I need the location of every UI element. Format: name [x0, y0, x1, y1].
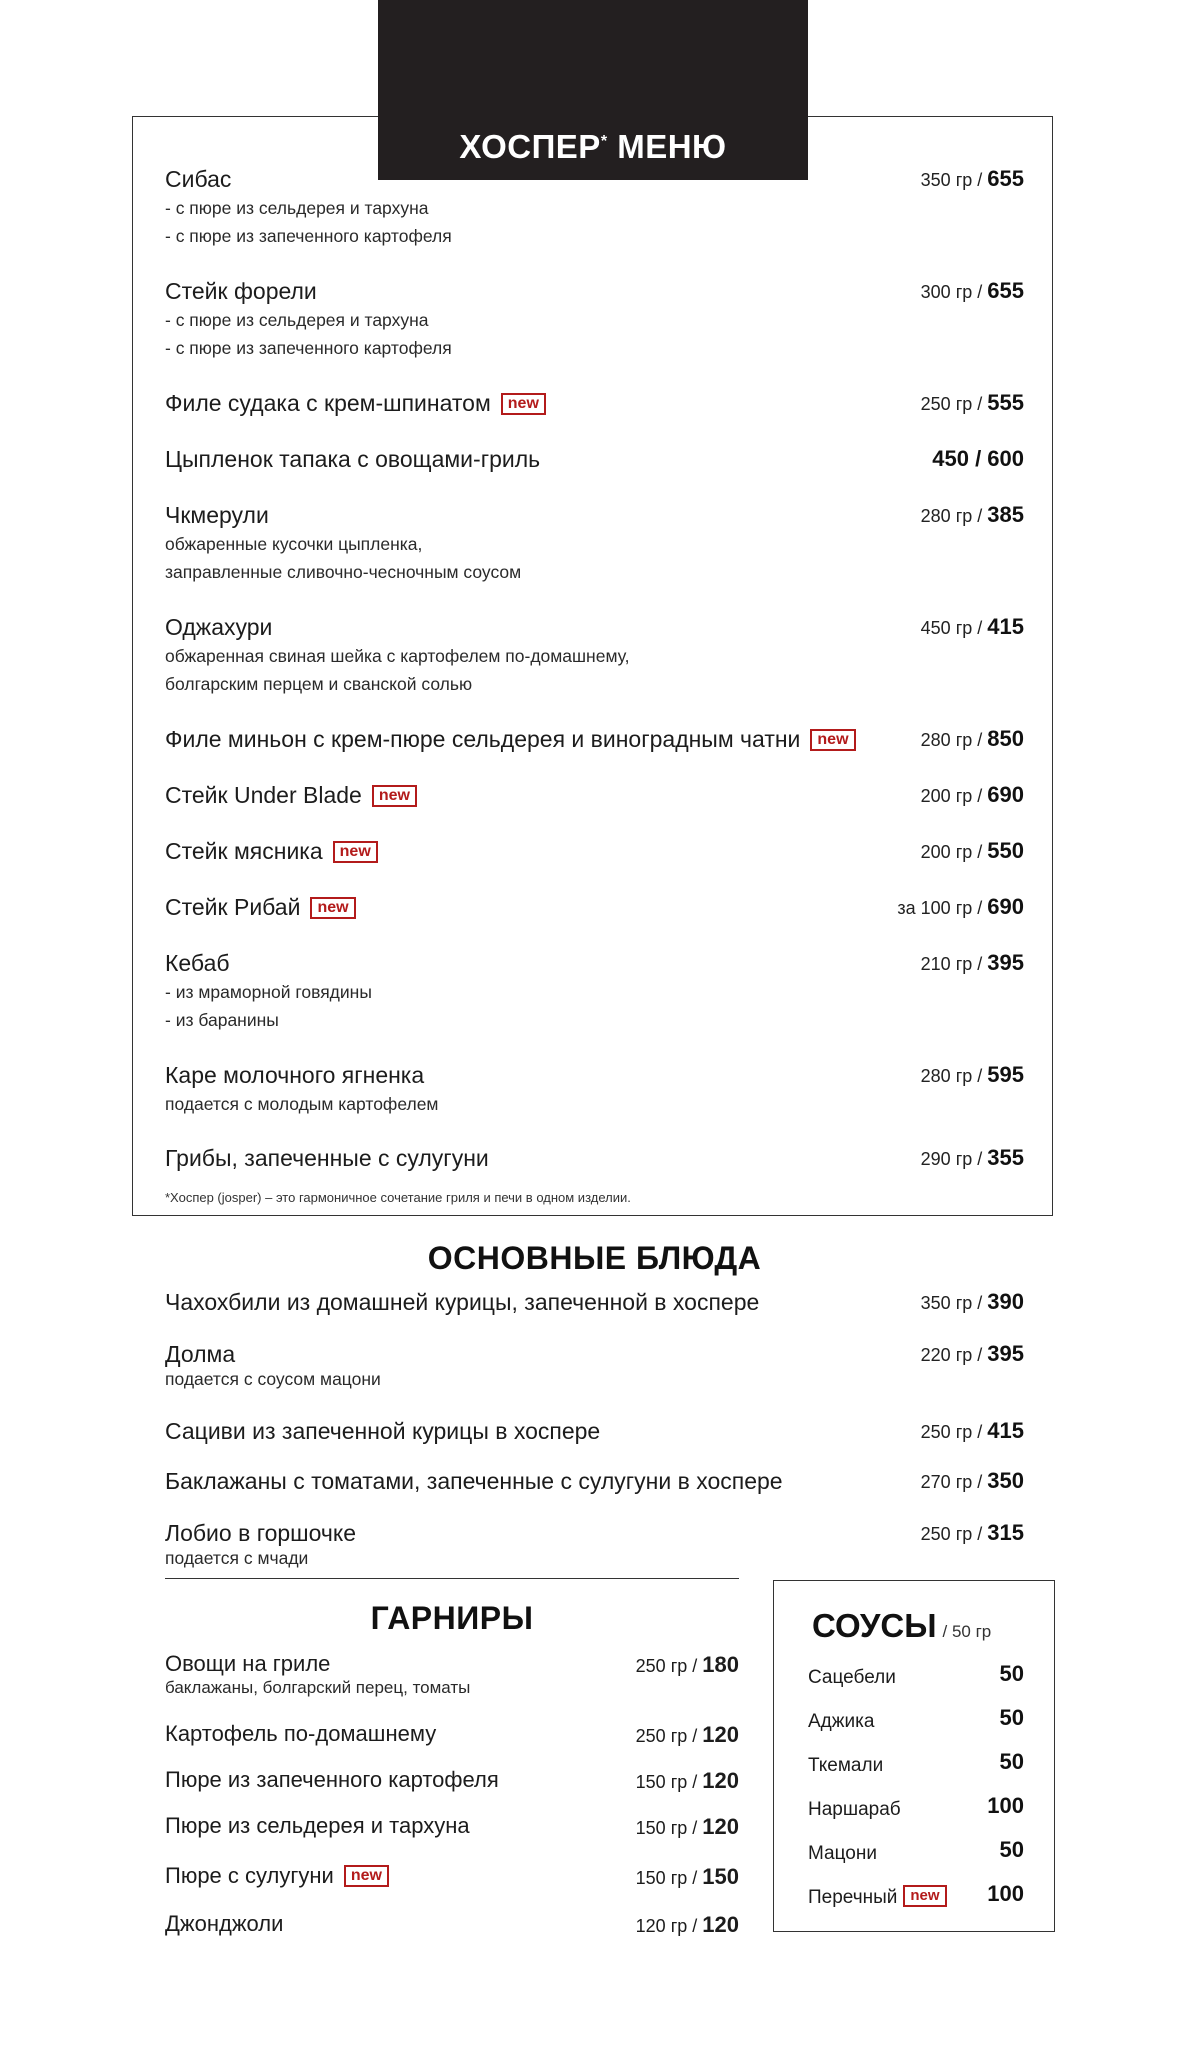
item-desc: - с пюре из запеченного картофеля — [165, 226, 452, 246]
garnish-item — [165, 1910, 739, 1938]
item-price: 250 гр / 315 — [920, 1520, 1024, 1545]
menu-item — [165, 276, 1024, 362]
new-badge: new — [810, 729, 855, 751]
new-badge: new — [333, 841, 378, 863]
item-price: за 100 гр / 690 — [897, 894, 1024, 919]
garnish-item — [165, 1766, 739, 1794]
item-name: Филе миньон с крем-пюре сельдерея и виноградным чатни new — [165, 724, 1024, 754]
item-price: 50 — [999, 1837, 1024, 1862]
menu-item — [165, 892, 1024, 922]
item-desc: обжаренная свиная шейка с картофелем по-домашнему, — [165, 646, 630, 666]
menu-item — [165, 1287, 1024, 1317]
item-desc: - с пюре из сельдерея и тархуна — [165, 198, 429, 218]
item-price: 280 гр / 850 — [920, 726, 1024, 751]
item-price: 350 гр / 390 — [920, 1289, 1024, 1314]
item-desc: баклажаны, болгарский перец, томаты — [165, 1678, 471, 1697]
item-name: Стейк Рибай new — [165, 892, 1024, 922]
item-name: Наршараб — [808, 1799, 901, 1820]
menu-item — [165, 1339, 1024, 1389]
item-price: 250 гр / 415 — [920, 1418, 1024, 1443]
item-name: Сацебели — [808, 1667, 896, 1688]
new-badge: new — [310, 897, 355, 919]
menu-item — [165, 836, 1024, 866]
item-price: 450 гр / 415 — [920, 614, 1024, 639]
menu-item — [165, 1518, 1024, 1568]
item-desc: подается с мчади — [165, 1548, 309, 1568]
menu-item — [165, 612, 1024, 698]
item-price: 350 гр / 655 — [920, 166, 1024, 191]
item-desc: болгарским перцем и сванской солью — [165, 674, 473, 694]
item-desc: подается с молодым картофелем — [165, 1094, 439, 1114]
item-price: 150 гр / 120 — [635, 1768, 739, 1793]
item-price: 220 гр / 395 — [920, 1341, 1024, 1366]
item-name: Овощи на гриле — [165, 1651, 331, 1676]
sauce-item — [808, 1793, 1024, 1823]
item-desc: заправленные сливочно-чесночным соусом — [165, 562, 522, 582]
item-name: Мацони — [808, 1843, 877, 1864]
garnish-item — [165, 1720, 739, 1748]
item-price: 50 — [999, 1749, 1024, 1774]
menu-item — [165, 1143, 1024, 1173]
sauce-item — [808, 1749, 1024, 1779]
new-badge: new — [903, 1885, 946, 1907]
item-name: Аджика — [808, 1711, 875, 1732]
item-price: 200 гр / 690 — [920, 782, 1024, 807]
garnish-title: ГАРНИРЫ — [370, 1600, 534, 1636]
garnish-item — [165, 1812, 739, 1840]
sauce-item — [808, 1837, 1024, 1867]
item-desc: - из мраморной говядины — [165, 982, 372, 1002]
item-price: 50 — [999, 1705, 1024, 1730]
item-price: 120 гр / 120 — [635, 1912, 739, 1937]
item-name: Чахохбили из домашней курицы, запеченной в хоспере — [165, 1289, 760, 1315]
item-price: 210 гр / 395 — [920, 950, 1024, 975]
menu-item — [165, 724, 1024, 754]
item-name: Оджахури — [165, 614, 273, 640]
menu-item — [165, 388, 1024, 418]
item-name: Каре молочного ягненка — [165, 1062, 425, 1088]
item-name: Пюре с сулугуни new — [165, 1862, 739, 1890]
item-name: Ткемали — [808, 1755, 884, 1776]
menu-item — [165, 1416, 1024, 1446]
item-price: 280 гр / 385 — [920, 502, 1024, 527]
menu-item — [165, 1466, 1024, 1496]
item-desc: - с пюре из запеченного картофеля — [165, 338, 452, 358]
josper-footnote: *Хоспер (josper) – это гармоничное сочетание гриля и печи в одном изделии. — [165, 1190, 631, 1205]
sauce-item — [808, 1881, 1024, 1911]
item-price: 250 гр / 555 — [920, 390, 1024, 415]
item-price: 250 гр / 180 — [635, 1652, 739, 1677]
section-divider — [165, 1578, 739, 1579]
item-name: Филе судака с крем-шпинатом new — [165, 388, 1024, 418]
new-badge: new — [344, 1865, 389, 1887]
item-name: Пюре из сельдерея и тархуна — [165, 1813, 470, 1838]
item-price: 280 гр / 595 — [920, 1062, 1024, 1087]
item-name: Сациви из запеченной курицы в хоспере — [165, 1418, 601, 1444]
item-name: Цыпленок тапака с овощами-гриль — [165, 446, 541, 472]
josper-header-tab — [378, 0, 808, 180]
menu-item — [165, 780, 1024, 810]
sauces-box — [773, 1580, 1055, 1932]
item-price: 300 гр / 655 — [920, 278, 1024, 303]
item-desc: - с пюре из сельдерея и тархуна — [165, 310, 429, 330]
item-price: 290 гр / 355 — [920, 1145, 1024, 1170]
item-name: Чкмерули — [165, 502, 269, 528]
item-price: 270 гр / 350 — [920, 1468, 1024, 1493]
item-price: 150 гр / 120 — [635, 1814, 739, 1839]
menu-item — [165, 948, 1024, 1034]
item-name: Грибы, запеченные с сулугуни — [165, 1145, 489, 1171]
item-name: Баклажаны с томатами, запеченные с сулугуни в хоспере — [165, 1468, 783, 1494]
item-name: Кебаб — [165, 950, 230, 976]
item-price: 50 — [999, 1661, 1024, 1686]
sauce-item — [808, 1705, 1024, 1735]
menu-item — [165, 500, 1024, 586]
new-badge: new — [501, 393, 546, 415]
garnish-item — [165, 1862, 739, 1890]
mains-title: ОСНОВНЫЕ БЛЮДА — [427, 1240, 762, 1276]
item-desc: подается с соусом мацони — [165, 1369, 381, 1389]
item-name: Перечный new — [808, 1885, 1024, 1911]
item-price: 100 — [987, 1793, 1024, 1818]
item-name: Джонджоли — [165, 1911, 284, 1936]
item-name: Стейк мясника new — [165, 836, 1024, 866]
item-name: Стейк форели — [165, 278, 317, 304]
garnish-item — [165, 1650, 739, 1698]
new-badge: new — [372, 785, 417, 807]
sauces-title: СОУСЫ / 50 гр — [812, 1607, 992, 1644]
item-name: Стейк Under Blade new — [165, 780, 1024, 810]
josper-title: ХОСПЕР* МЕНЮ — [459, 128, 727, 165]
item-price: 100 — [987, 1881, 1024, 1906]
item-desc: - из баранины — [165, 1010, 279, 1030]
item-price: 250 гр / 120 — [635, 1722, 739, 1747]
item-price: 200 гр / 550 — [920, 838, 1024, 863]
item-price: 150 гр / 150 — [635, 1864, 739, 1889]
item-name: Пюре из запеченного картофеля — [165, 1767, 499, 1792]
item-name: Лобио в горшочке — [165, 1520, 356, 1546]
item-name: Картофель по-домашнему — [165, 1721, 437, 1746]
item-price: 450 / 600 — [932, 446, 1024, 471]
item-name: Долма — [165, 1341, 236, 1367]
item-name: Сибас — [165, 166, 232, 192]
sauce-item — [808, 1661, 1024, 1691]
item-desc: обжаренные кусочки цыпленка, — [165, 534, 423, 554]
menu-item — [165, 444, 1024, 474]
menu-item — [165, 1060, 1024, 1118]
